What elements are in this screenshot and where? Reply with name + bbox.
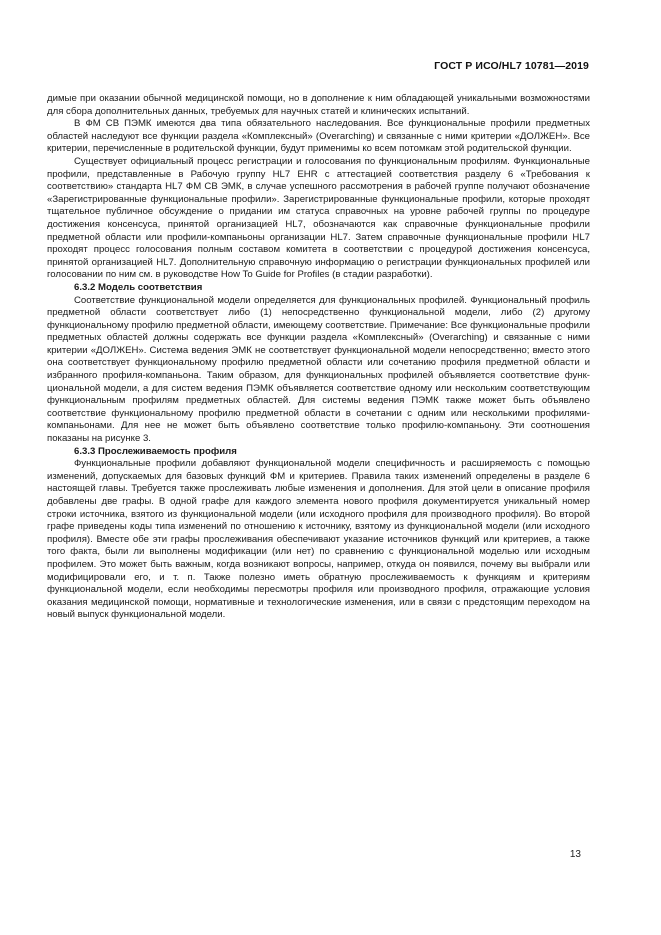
paragraph-registration: Существует официальный процесс регистрации и голосования по функциональным профилям. Функциональные профили, представленные в Рабочую группу HL7 EHR с аттестацией соответствия разделу 6 «Требования к соответствию» стандарта HL7 ФМ СВ ЭМК, в случае успешного рассмотрения в рабочей группе получают обозначение «Зарегистрированные функциональные профили». Зарегистрированные функциональные профили, которые проходят тщательное публичное обсуждение о придании им статуса справочных на уровне рабочей группы по процедуре достижения консенсуса, принятой организацией HL7, обозначаются как справочные функциональные профили предметной области или профили-компаньоны организации HL7. Затем справочные функциональные профили HL7 проходят процесс голосования полным составом комитета в соответствии с процедурой достижения консенсуса, принятой организацией HL7. Дополнительную справочную информацию о регистрации функциональных профилей или голосовании по ним см. в руководстве How To Guide for Profiles (в стадии разработки). [47, 155, 590, 281]
paragraph-inheritance: В ФМ СВ ПЭМК имеются два типа обязательного наследования. Все функциональные профили предметных областей наследуют все функции раздела «Комплексный» (Overarching) и связанные с ними критерии «ДОЛЖЕН». Все критерии, перечисленные в родительской функции, будут применимы ко всем потомкам этой родительской функции. [47, 118, 590, 155]
section-heading-conformance-model: 6.3.2 Модель соответствия [74, 281, 203, 293]
section-heading-profile-traceability: 6.3.3 Прослеживаемость профиля [74, 445, 237, 457]
document-body [47, 93, 590, 622]
paragraph-continuation: димые при оказании обычной медицинской помощи, но в дополнение к ним обладающей уникальными возможностями для сбора дополнительных данных, требуемых для научных статей и клинических испытаний. [47, 93, 590, 117]
paragraph-traceability: Функциональные профили добавляют функциональной модели специфичность и расширяемость с помощью изменений, допускаемых для базовых функций ФМ и критериев. Правила таких изменений определены в разделе 6 настоящей главы. Требуется также прослеживать любые изменения и дополнения. Для этой цели в описание профиля добавлены две графы. В одной графе для каждого элемента нового профиля документируется уникальный номер строки источника, взятого из функциональной модели (или исходного профиля для производного профиля). Во второй графе приведены коды типа изменений по отношению к источнику, взятому из функциональной модели (или исходного профиля). Вместе обе эти графы прослеживания обеспечивают указание источников функций или критериев, а также того факта, были ли выполнены модификации (или нет) по сравнению с функциональной моделью или исходным профилем. Это может быть важным, когда возникают вопросы, например, откуда он появился, почему вы выбрали или модифицировали его, и т. п. Также полезно иметь обратную прослеживаемость к функциям и критериям функциональной модели, если необходимы пересмотры профиля или производного профиля, отражающие условия оказания медицинской помощи, нормативные и технологические изменения, или в связи с предстоящим переходом на новый выпуск функциональной модели. [47, 458, 590, 621]
paragraph-conformance: Соответствие функциональной модели определяется для функциональных профилей. Функциональный профиль предметной области соответствует либо (1) непосредственно функциональной модели, либо (2) другому функциональному профилю предметной области, имеющему соответствие. Примечание: Все функциональные профили предметных областей должны содержать все функции раздела «Комплексный» (Overarching) и связанные с ними критерии «ДОЛЖЕН». Система ведения ЭМК не соответствует функциональной модели непосредственно; вместо этого она соответствует функциональному профилю предметной области или сочетанию профиля предметной области и избранного профиля-компаньона. Таким образом, для функциональных профилей объявляется соответствие функциональной модели, а для систем ведения ПЭМК объявляется соответствие одному или нескольким соответствующим функциональным профилям предметных областей. Для системы ведения ПЭМК также может быть объявлено соответствие функциональному профилю предметной области в сочетании с одним или несколькими профилями-компаньонами. Для нее не может быть объявлено соответствие только профилю-компаньону. Эти соотношения показаны на рисунке 3. [47, 294, 590, 445]
page-number: 13 [569, 849, 581, 860]
document-header: ГОСТ Р ИСО/HL7 10781—2019 [434, 60, 589, 72]
